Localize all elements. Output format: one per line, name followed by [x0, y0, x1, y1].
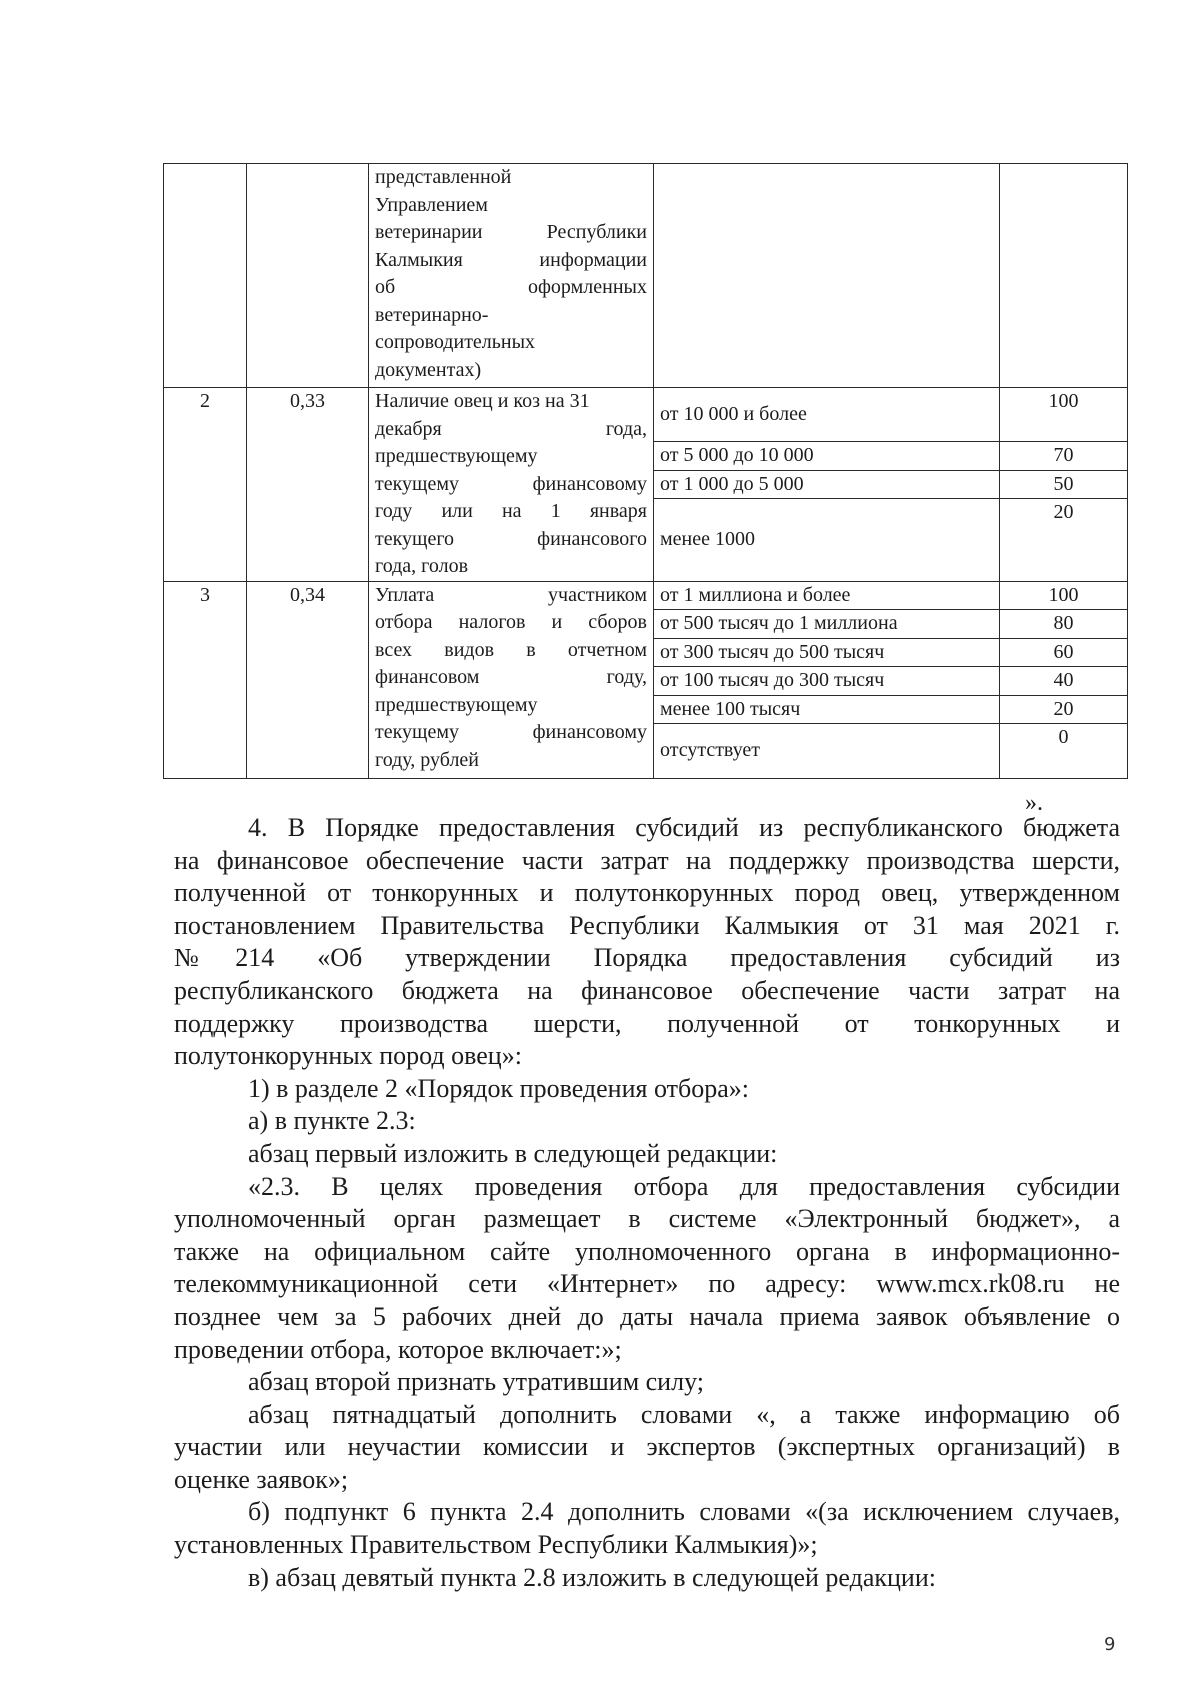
criterion-description — [369, 388, 654, 582]
table-cell-weight — [247, 164, 369, 388]
paragraph-line: участии или неучастии комиссии и экспертов (экспертных организаций) в — [174, 1432, 1120, 1462]
closing-quote: ». — [1025, 790, 1043, 816]
score-cell: 100 — [1000, 388, 1128, 442]
criterion-weight: 0,33 — [247, 388, 369, 582]
score-cell: 70 — [1000, 442, 1128, 471]
description-line: году, рублей — [375, 748, 480, 771]
description-line: Наличие овец и коз на 31 — [375, 390, 590, 412]
description-line: предшествующему — [375, 445, 538, 467]
description-line: текущему финансовому — [375, 472, 647, 495]
description-line: представленной — [375, 166, 512, 188]
paragraph-line: оценке заявок»; — [174, 1464, 349, 1494]
criterion-description — [369, 581, 654, 779]
paragraph-line: №214 «Об утверждении Порядка предоставления субсидий из — [174, 943, 1120, 973]
description-line: декабря года, — [375, 417, 647, 440]
table-row — [164, 164, 1128, 388]
paragraph-line: также на официальном сайте уполномоченного органа в информационно- — [174, 1236, 1120, 1266]
table-cell-num — [164, 164, 247, 388]
score-cell: 20 — [1000, 695, 1128, 724]
range-cell: от 1 000 до 5 000 — [654, 470, 1000, 499]
score-cell: 20 — [1000, 499, 1128, 581]
score-cell: 50 — [1000, 470, 1128, 499]
description-line: всех видов в отчетном — [375, 638, 647, 661]
range-cell: от 5 000 до 10 000 — [654, 442, 1000, 471]
range-cell: от 300 тысяч до 500 тысяч — [654, 638, 1000, 667]
range-cell: от 10 000 и более — [654, 388, 1000, 442]
page-number: 9 — [1104, 1634, 1116, 1655]
paragraph-line: телекоммуникационной сети «Интернет» по адресу: www.mcx.rk08.ru не — [174, 1269, 1120, 1299]
list-item: б) подпункт 6 пункта 2.4 дополнить словами «(за исключением случаев, — [248, 1497, 1120, 1527]
table-cell-range — [654, 164, 1000, 388]
description-line: предшествующему — [375, 693, 538, 716]
score-cell: 0 — [1000, 724, 1128, 779]
score-cell: 100 — [1000, 581, 1128, 610]
paragraph-line: поддержку производства шерсти, полученной от тонкорунных и — [174, 1008, 1120, 1038]
paragraph-line: «2.3. В целях проведения отбора для предоставления субсидии — [248, 1171, 1120, 1201]
paragraph-line: полутонкорунных пород овец»: — [174, 1041, 522, 1071]
paragraph-line: проведении отбора, которое включает:»; — [174, 1334, 622, 1364]
range-cell: от 1 миллиона и более — [654, 581, 1000, 610]
description-line: текущего финансового — [375, 527, 647, 550]
description-line: об оформленных — [375, 276, 647, 298]
range-cell: отсутствует — [654, 724, 1000, 779]
description-line: отбора налогов и сборов — [375, 611, 647, 633]
range-cell: от 100 тысяч до 300 тысяч — [654, 667, 1000, 696]
criterion-description — [369, 164, 654, 388]
description-line: года, голов — [375, 555, 469, 577]
criterion-weight: 0,34 — [247, 581, 369, 779]
criteria-table — [163, 163, 1128, 779]
score-cell: 80 — [1000, 610, 1128, 639]
paragraph-line: абзац пятнадцатый дополнить словами «, а также информацию об — [248, 1399, 1120, 1429]
score-cell: 40 — [1000, 667, 1128, 696]
document-body — [174, 812, 1120, 1594]
description-line: году или на 1 января — [375, 500, 647, 522]
paragraph-line: на финансовое обеспечение части затрат на поддержку производства шерсти, — [174, 845, 1120, 875]
range-cell: менее 1000 — [654, 499, 1000, 581]
criterion-number: 3 — [164, 581, 247, 779]
list-item: а) в пункте 2.3: — [248, 1106, 416, 1136]
description-line: ветеринарно- — [375, 303, 489, 326]
range-cell: от 500 тысяч до 1 миллиона — [654, 610, 1000, 639]
table-row — [164, 388, 1128, 442]
paragraph-line: 4. В Порядке предоставления субсидий из республиканского бюджета — [248, 813, 1120, 842]
table-row — [164, 581, 1128, 610]
paragraph-line: уполномоченный орган размещает в системе «Электронный бюджет», а — [174, 1204, 1120, 1234]
description-line: Управлением — [375, 193, 488, 216]
description-line: Калмыкия информации — [375, 248, 647, 271]
criterion-number: 2 — [164, 388, 247, 582]
list-item: 1) в разделе 2 «Порядок проведения отбора»: — [248, 1073, 749, 1103]
description-line: документах) — [375, 358, 482, 381]
score-cell: 60 — [1000, 638, 1128, 667]
description-line: сопроводительных — [375, 331, 536, 353]
description-line: ветеринарии Республики — [375, 221, 647, 243]
paragraph-line: установленных Правительством Республики Калмыкия)»; — [174, 1530, 818, 1560]
description-line: Уплата участником — [375, 583, 647, 606]
range-cell: менее 100 тысяч — [654, 695, 1000, 724]
paragraph-line: постановлением Правительства Республики Калмыкия от 31 мая 2021 г. — [174, 910, 1120, 940]
list-item: в) абзац девятый пункта 2.8 изложить в следующей редакции: — [248, 1562, 936, 1592]
paragraph-line: позднее чем за 5 рабочих дней до даты начала приема заявок объявление о — [174, 1301, 1120, 1331]
paragraph-line: полученной от тонкорунных и полутонкорунных пород овец, утвержденном — [174, 878, 1120, 908]
description-line: текущему финансовому — [375, 721, 647, 743]
table-cell-score — [1000, 164, 1128, 388]
paragraph-line: республиканского бюджета на финансовое обеспечение части затрат на — [174, 975, 1120, 1005]
paragraph-line: абзац первый изложить в следующей редакции: — [248, 1138, 778, 1168]
paragraph-line: абзац второй признать утратившим силу; — [248, 1367, 704, 1397]
description-line: финансовом году, — [375, 666, 647, 688]
